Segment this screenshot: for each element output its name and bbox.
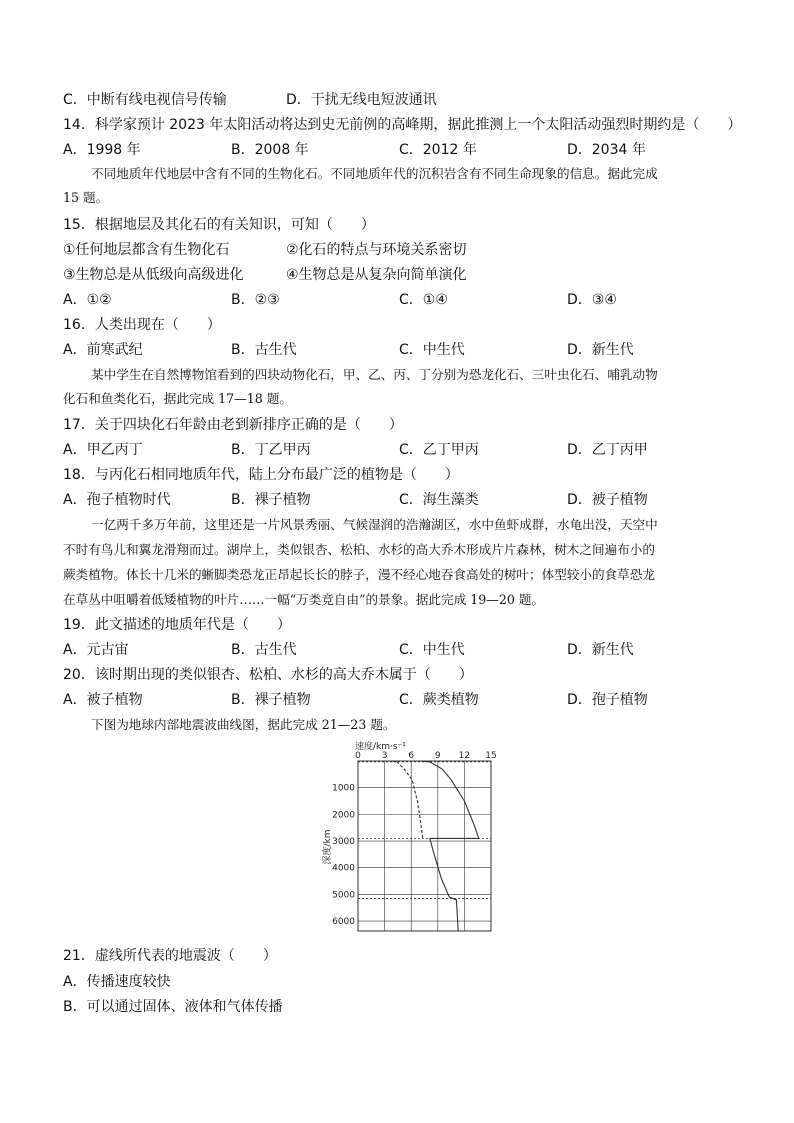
q20-option-b: B．裸子植物 bbox=[231, 692, 311, 708]
q14-option-a: A．1998 年 bbox=[63, 142, 141, 158]
figure-y-tick-label: 4000 bbox=[332, 863, 355, 874]
q19-stem: 19．此文描述的地质年代是（ ） bbox=[63, 617, 291, 633]
passage-17-line2: 化石和鱼类化石，据此完成 17—18 题。 bbox=[63, 391, 292, 406]
q20-stem: 20．该时期出现的类似银杏、松柏、水杉的高大乔木属于（ ） bbox=[63, 667, 473, 683]
q16-option-a: A．前寒武纪 bbox=[63, 342, 143, 358]
figure-y-tick-label: 1000 bbox=[332, 783, 355, 794]
q15-option-a: A．①② bbox=[63, 292, 112, 308]
q15-statement-3: ③生物总是从低级向高级进化 bbox=[63, 267, 244, 283]
q19-option-a: A．元古宙 bbox=[63, 642, 129, 658]
figure-y-tick-label: 6000 bbox=[332, 917, 355, 928]
q13-option-c: C．中断有线电视信号传输 bbox=[63, 92, 227, 108]
q20-option-d: D．孢子植物 bbox=[567, 692, 648, 708]
passage-19-line1: 一亿两千多万年前，这里还是一片风景秀丽、气候湿润的浩瀚湖区，水中鱼虾成群，水龟出没，天空中 bbox=[91, 517, 658, 532]
q19-option-c: C．中生代 bbox=[399, 642, 465, 658]
q19-option-d: D．新生代 bbox=[567, 642, 634, 658]
figure-grid bbox=[358, 761, 491, 931]
figure-y-tick-label: 5000 bbox=[332, 890, 355, 901]
figure-y-ticks bbox=[332, 784, 355, 927]
passage-19-line3: 蕨类植物。体长十几米的蜥脚类恐龙正昂起长长的脖子，漫不经心地吞食高处的树叶；体型较小的食草恐龙 bbox=[63, 567, 655, 582]
q14-stem: 14．科学家预计 2023 年太阳活动将达到史无前例的高峰期，据此推测上一个太阳活动强烈时期约是（ ） bbox=[63, 117, 742, 133]
q20-option-a: A．被子植物 bbox=[63, 692, 143, 708]
seismic-wave-figure bbox=[318, 737, 498, 937]
q13-option-d: D．干扰无线电短波通讯 bbox=[286, 92, 437, 108]
q21-stem: 21．虚线所代表的地震波（ ） bbox=[63, 948, 277, 964]
s-wave-curve bbox=[392, 761, 423, 838]
figure-x-tick-label: 0 bbox=[355, 751, 361, 761]
q15-stem: 15．根据地层及其化石的有关知识，可知（ ） bbox=[63, 217, 375, 233]
figure-x-tick-label: 15 bbox=[485, 751, 497, 761]
q18-option-a: A．孢子植物时代 bbox=[63, 492, 171, 508]
q16-option-b: B．古生代 bbox=[231, 342, 297, 358]
q21-option-a: A．传播速度较快 bbox=[63, 974, 171, 990]
figure-x-tick-label: 6 bbox=[408, 751, 415, 761]
figure-y-tick-label: 2000 bbox=[332, 810, 355, 821]
q14-option-b: B．2008 年 bbox=[231, 142, 309, 158]
passage-15-line2: 15 题。 bbox=[63, 190, 109, 205]
figure-y-label: 深度/km bbox=[323, 829, 333, 865]
passage-17-line1: 某中学生在自然博物馆看到的四块动物化石，甲、乙、丙、丁分别为恐龙化石、三叶虫化石、哺乳动物 bbox=[91, 367, 658, 382]
q15-statement-1: ①任何地层都含有生物化石 bbox=[63, 242, 230, 258]
q15-option-d: D．③④ bbox=[567, 292, 617, 308]
passage-15-line1: 不同地质年代地层中含有不同的生物化石。不同地质年代的沉积岩含有不同生命现象的信息。据此完成 bbox=[91, 166, 658, 181]
passage-19-line2: 不时有鸟儿和翼龙滑翔而过。湖岸上，类似银杏、松柏、水杉的高大乔木形成片片森林，树木之间遍布小的 bbox=[63, 542, 655, 557]
q15-option-c: C．①④ bbox=[399, 292, 448, 308]
q17-option-a: A．甲乙丙丁 bbox=[63, 442, 143, 458]
q14-option-c: C．2012 年 bbox=[399, 142, 477, 158]
q17-option-b: B．丁乙甲丙 bbox=[231, 442, 311, 458]
passage-19-line4: 在草丛中咀嚼着低矮植物的叶片……一幅“万类竞自由”的景象。据此完成 19—20 题。 bbox=[63, 592, 545, 607]
figure-intro: 下图为地球内部地震波曲线图，据此完成 21—23 题。 bbox=[91, 717, 396, 732]
q19-option-b: B．古生代 bbox=[231, 642, 297, 658]
q18-stem: 18．与丙化石相同地质年代，陆上分布最广泛的植物是（ ） bbox=[63, 467, 459, 483]
q17-option-c: C．乙丁甲丙 bbox=[399, 442, 479, 458]
figure-y-tick-label: 3000 bbox=[332, 837, 355, 848]
figure-x-tick-label: 3 bbox=[381, 751, 388, 761]
figure-frame bbox=[358, 761, 491, 931]
q20-option-c: C．蕨类植物 bbox=[399, 692, 479, 708]
figure-x-tick-label: 12 bbox=[458, 751, 471, 761]
q15-statement-4: ④生物总是从复杂向简单演化 bbox=[286, 267, 467, 283]
q17-stem: 17．关于四块化石年龄由老到新排序正确的是（ ） bbox=[63, 417, 403, 433]
q18-option-c: C．海生藻类 bbox=[399, 492, 479, 508]
figure-x-tick-label: 9 bbox=[434, 751, 441, 761]
p-wave-curve bbox=[420, 761, 479, 931]
q16-stem: 16．人类出现在（ ） bbox=[63, 317, 221, 333]
q17-option-d: D．乙丁丙甲 bbox=[567, 442, 648, 458]
q16-option-c: C．中生代 bbox=[399, 342, 465, 358]
q16-option-d: D．新生代 bbox=[567, 342, 634, 358]
q21-option-b: B．可以通过固体、液体和气体传播 bbox=[63, 999, 283, 1015]
q15-option-b: B．②③ bbox=[231, 292, 280, 308]
q15-statement-2: ②化石的特点与环境关系密切 bbox=[286, 242, 467, 258]
figure-x-label: 速度/km·s⁻¹ bbox=[355, 742, 406, 752]
figure-discontinuity-lines bbox=[358, 762, 491, 899]
q18-option-b: B．裸子植物 bbox=[231, 492, 311, 508]
q14-option-d: D．2034 年 bbox=[567, 142, 646, 158]
figure-x-ticks bbox=[355, 751, 497, 761]
q18-option-d: D．被子植物 bbox=[567, 492, 648, 508]
